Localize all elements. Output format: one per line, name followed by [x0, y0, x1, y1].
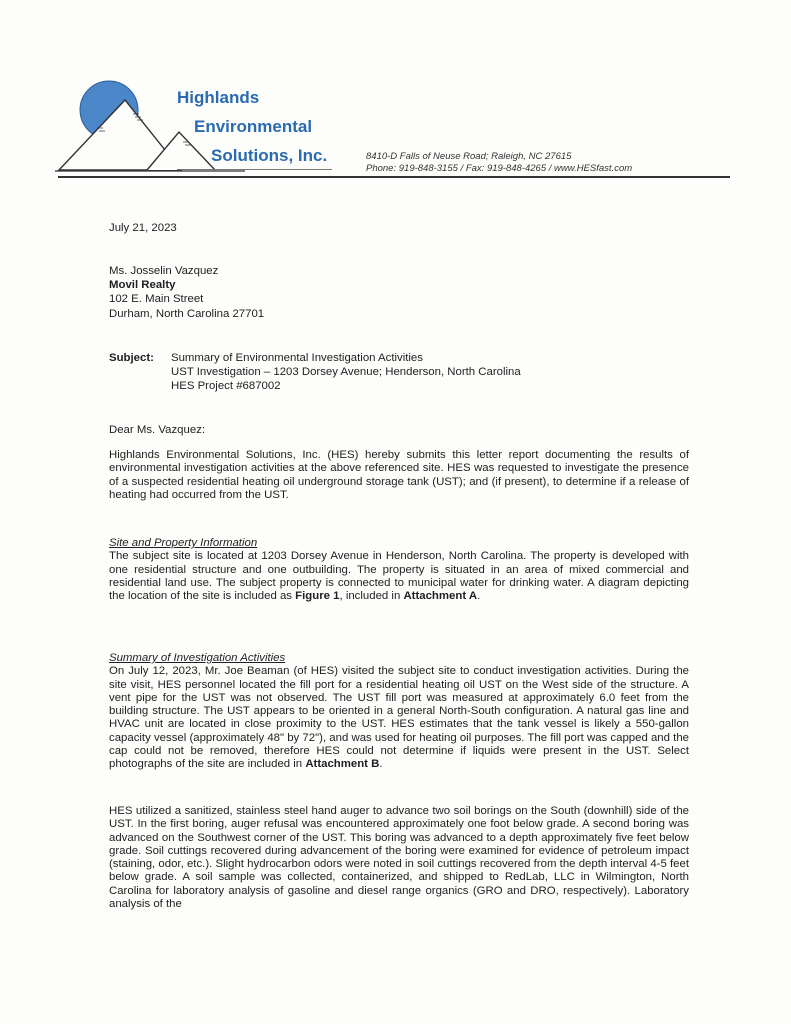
company-line-2: Environmental — [194, 117, 313, 136]
subject-block — [109, 351, 521, 393]
company-line-3: Solutions, Inc. — [211, 146, 328, 165]
salutation: Dear Ms. Vazquez: — [109, 424, 206, 436]
subject-line-3: HES Project #687002 — [171, 380, 281, 392]
summary-section — [109, 652, 689, 772]
address-line-1: 8410-D Falls of Neuse Road; Raleigh, NC 27615 — [366, 151, 572, 162]
site-body-text-c: . — [477, 590, 481, 603]
figure-1-ref: Figure 1 — [295, 590, 340, 603]
company-address — [366, 151, 632, 175]
recipient-name: Ms. Josselin Vazquez — [109, 265, 219, 277]
company-underline — [177, 169, 332, 170]
site-section-heading: Site and Property Information — [109, 537, 258, 549]
attachment-a-ref: Attachment A — [403, 590, 478, 603]
summary-body-text-a: On July 12, 2023, Mr. Joe Beaman (of HES) visited the subject site to conduct investigation activities. During the site visit, HES personnel located the fill port for a residential heating oil UST on the West side of the structure. A vent pipe for the UST was not observed. The UST fill port was measured at approximately 6.0 feet from the building structure. The UST appears to be oriented in a general North-South configuration. A natural gas line and HVAC unit are located in close proximity to the UST. HES estimates that the tank vessel is likely a 550-gallon capacity vessel (approximately 48" by 72"), and was used for heating oil purposes. The fill port was capped and the cap could not be removed, therefore HES could not determine if liquids were present in the UST. Select photographs of the site are included in — [109, 665, 689, 771]
subject-line-1: Summary of Environmental Investigation Activities — [171, 352, 423, 364]
recipient-city: Durham, North Carolina 27701 — [109, 307, 265, 320]
subject-label: Subject: — [109, 352, 154, 364]
subject-line-2: UST Investigation – 1203 Dorsey Avenue; Henderson, North Carolina — [171, 366, 521, 378]
summary-section-body — [109, 665, 689, 771]
company-line-1: Highlands — [177, 88, 260, 107]
summary-section-heading: Summary of Investigation Activities — [109, 652, 286, 664]
site-body-text-a: The subject site is located at 1203 Dorsey Avenue in Henderson, North Carolina. The property is developed with one residential structure and one outbuilding. The property is situated in an area of mixed commercial and residential land use. The subject property is connected to municipal water for drinking water. A diagram depicting the location of the site is included as — [109, 550, 689, 603]
recipient-company: Movil Realty — [109, 279, 176, 292]
recipient-street: 102 E. Main Street — [109, 293, 204, 306]
recipient-block — [109, 264, 264, 321]
soil-boring-paragraph: HES utilized a sanitized, stainless steel hand auger to advance two soil borings on the South (downhill) side of the UST. In the first boring, auger refusal was encountered approximately one foot below grade. A second boring was advanced on the Southwest corner of the UST. This boring was advanced to a depth approximately five feet below grade. Soil cuttings recovered during advancement of the boring were examined for evidence of petroleum impact (staining, odor, etc.). Slight hydrocarbon odors were noted in soil cuttings recovered from the depth interval 4-5 feet below grade. A soil sample was collected, containerized, and shipped to RedLab, LLC in Wilmington, North Carolina for laboratory analysis of gasoline and diesel range organics (GRO and DRO, respectively). Laboratory analysis of the — [109, 805, 689, 911]
attachment-b-ref: Attachment B — [305, 758, 380, 771]
letterhead-divider — [58, 176, 730, 178]
address-line-2: Phone: 919-848-3155 / Fax: 919-848-4265 / www.HESfast.com — [366, 163, 633, 174]
summary-body-text-b: . — [379, 758, 383, 771]
site-body-text-b: , included in — [339, 590, 404, 603]
site-section-body — [109, 550, 689, 603]
intro-paragraph: Highlands Environmental Solutions, Inc. (HES) hereby submits this letter report documenting the results of environmental investigation activities at the above referenced site. HES was requested to investigate the presence of a suspected residential heating oil underground storage tank (UST); and (if present), to determine if a release of heating had occurred from the UST. — [109, 449, 689, 501]
site-section — [109, 537, 689, 603]
letter-date: July 21, 2023 — [109, 222, 177, 234]
